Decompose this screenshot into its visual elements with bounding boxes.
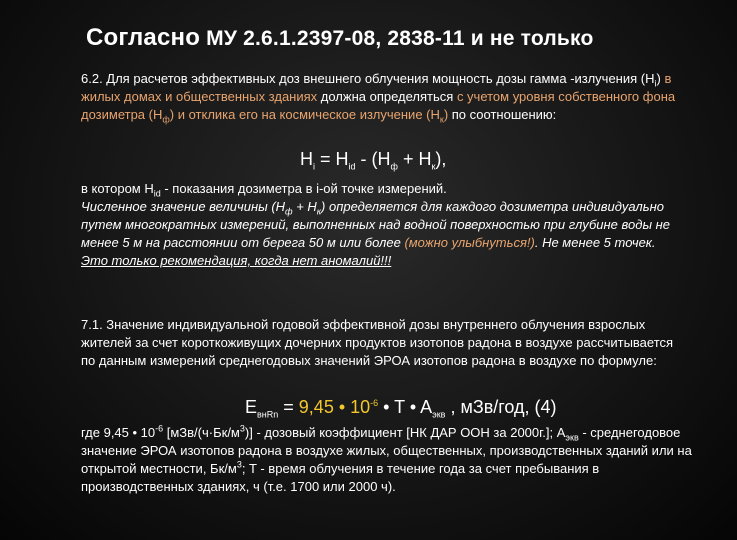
f1-a-sub: i xyxy=(313,161,315,172)
f2-e: E xyxy=(245,397,258,417)
p4-e: ; T - время облучения в течение года за счет пребывания в производственных зданиях, ч (т.е. 1700 или 2000 ч). xyxy=(81,461,600,494)
title-rest: МУ 2.6.1.2397-08, 2838-11 и не только xyxy=(200,27,594,50)
f1-b: = H xyxy=(315,149,349,169)
p2-italic-c: ) определяется для каждого дозиметра индивидуально путем многократных измерений, выполненных над водной поверхностью при глубине воды не менее 5 м на расстоянии от берега 50 м или более xyxy=(81,199,671,250)
p4-b-sup: 3 xyxy=(239,423,245,434)
p1-lead-sub: i xyxy=(654,78,657,89)
p2-italic-d: . Не менее 5 точек. xyxy=(534,235,656,250)
p1-orange2-sub: ф xyxy=(162,114,170,125)
p1-tail: по соотношению: xyxy=(448,107,557,122)
p2-line1-a: в котором H xyxy=(81,181,154,196)
p1-orange2-sub2: к xyxy=(439,114,444,125)
p2-italic-orange: (можно улыбнуться!) xyxy=(404,235,535,250)
formula-radon xyxy=(245,397,557,418)
p4-d-sup: 3 xyxy=(236,459,242,470)
p4-a-sup: -6 xyxy=(155,423,164,434)
f2-coef-sup: -6 xyxy=(370,398,379,408)
p4-c-sub: экв xyxy=(565,432,579,443)
f1-a: H xyxy=(300,149,313,169)
title-prefix: Согласно xyxy=(86,24,201,51)
paragraph-6-2 xyxy=(81,70,691,124)
slide-title xyxy=(86,24,594,52)
paragraph-7-1: 7.1. Значение индивидуальной годовой эффективной дозы внутреннего облучения взрослых жителей за счет короткоживущих дочерних продуктов изотопов радона в воздухе рассчитывается по данным измерений среднегодовых значений ЭРОА изотопов радона в воздухе по формуле: xyxy=(81,317,674,368)
f2-units: , мЗв/год, (4) xyxy=(445,397,557,417)
p1-orange2-b: ) и отклика его на космическое излучение (H xyxy=(169,107,440,122)
f2-coef-wrap xyxy=(299,397,378,417)
f2-e-sub: внRn xyxy=(257,409,279,420)
p4-a: где 9,45 • 10 xyxy=(81,425,156,440)
f1-b-sub: id xyxy=(348,161,356,172)
p4-d: - среднегодовое значение ЭРОА изотопов радона в воздухе жилых, общественных, производственных зданий или на открытой местности, Бк/м xyxy=(81,425,692,476)
f1-e: ), xyxy=(435,149,447,169)
p1-lead-end: ) xyxy=(656,71,665,86)
p4-c: )] - дозовый коэффициент [НК ДАР ООН за 2000г.]; A xyxy=(244,425,566,440)
p2-line1-b: - показания дозиметра в i-ой точке измерений. xyxy=(160,181,447,196)
p2-line1-sub: id xyxy=(153,188,161,199)
formula-hi xyxy=(300,149,446,170)
f1-d: + H xyxy=(397,149,432,169)
f1-d-sub: к xyxy=(431,161,436,172)
p4-b: [мЗв/(ч·Бк/м xyxy=(163,425,240,440)
p1-mid: должна определяться xyxy=(317,89,457,104)
f2-coef: 9,45 • 10 xyxy=(298,397,371,417)
p2-italic-block xyxy=(81,199,670,268)
f2-rest: • T • A xyxy=(378,397,433,417)
p1-lead: 6.2. Для расчетов эффективных доз внешнего облучения мощность дозы гамма -излучения (H xyxy=(81,71,655,86)
paragraph-explanation xyxy=(81,180,701,270)
p2-italic-a: Численное значение величины (H xyxy=(81,199,286,214)
p1-orange-buildings: в жилых домах и общественных зданиях xyxy=(81,71,672,104)
p1-orange2-a: с учетом уровня собственного фона дозиметра (H xyxy=(81,89,676,122)
paragraph-definitions xyxy=(81,424,696,496)
p2-italic-sub2: к xyxy=(316,206,322,217)
f1-c-sub: ф xyxy=(390,161,398,172)
f2-a-sub: экв xyxy=(432,409,446,420)
f2-eq: = xyxy=(278,397,299,417)
p2-italic-b: + H xyxy=(292,199,317,214)
p1-orange2-c: ) xyxy=(443,107,449,122)
f1-c: - (H xyxy=(355,149,391,169)
p2-italic-sub1: ф xyxy=(285,206,293,217)
p2-underlined-note: Это только рекомендация, когда нет аномалий!!! xyxy=(81,253,392,268)
